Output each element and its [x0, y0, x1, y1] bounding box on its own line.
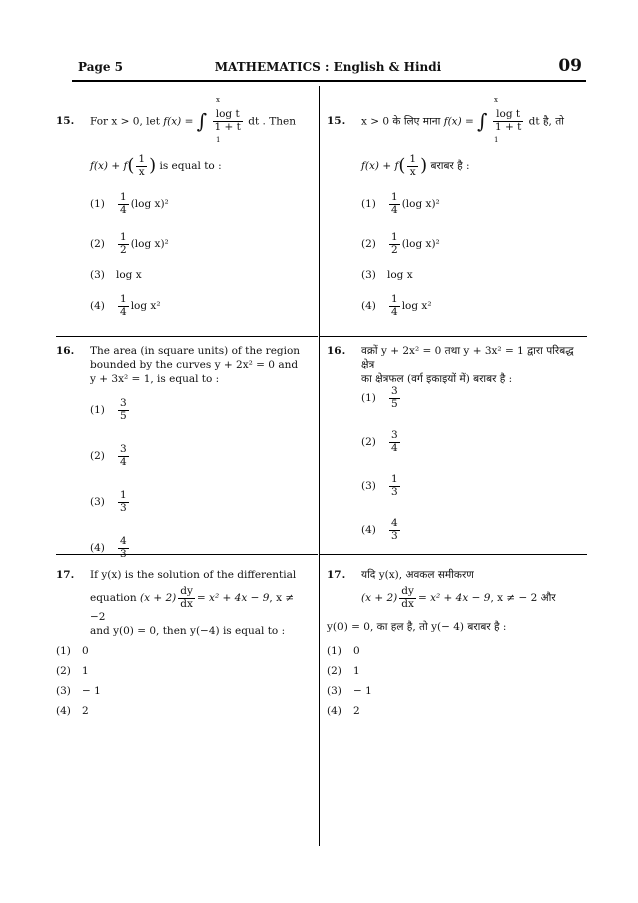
question-text-line: If y(x) is the solution of the differential — [90, 569, 297, 581]
differential-equation: equation (x + 2) $\frac{dy}{dx}$ = x² + 4x − 9, x ≠ −2 — [90, 585, 295, 624]
question-number: 17. — [327, 569, 346, 581]
integrand-fraction: $\frac{\text{log t}}{1 + t}$ — [214, 108, 241, 133]
integral-sign: ∫ — [196, 109, 208, 133]
integrand-dt: dt — [248, 115, 260, 128]
integral-lower-limit: 1 — [494, 136, 499, 144]
column-divider — [319, 86, 320, 846]
question-intro: For x > 0, let — [90, 115, 160, 128]
option-4[interactable]: (4) $\frac{1}{4}$ log x² — [90, 293, 161, 318]
option-3[interactable]: (3) log x — [361, 269, 413, 281]
question-number: 16. — [327, 345, 346, 357]
expression: f(x) + f — [90, 160, 128, 173]
question-number: 17. — [56, 569, 75, 581]
question-text-line: bounded by the curves y + 2x² = 0 and — [90, 359, 299, 372]
option-1[interactable]: (1) $\frac{1}{4}$ (log x)² — [90, 191, 169, 216]
integral-upper-limit: x — [494, 96, 498, 104]
expression: f(x) + f — [361, 160, 399, 173]
integral-lower-limit: 1 — [216, 136, 221, 144]
question-text-line: का क्षेत्रफल (वर्ग इकाइयों में) बराबर है : — [361, 373, 513, 386]
option-2[interactable]: (2) $\frac{1}{2}$ (log x)² — [361, 231, 440, 256]
option-1[interactable]: (1) $\frac{3}{5}$ — [361, 385, 398, 410]
question-then: है, तो — [542, 115, 564, 128]
option-3[interactable]: (3) − 1 — [327, 685, 372, 697]
page-header — [72, 58, 584, 80]
option-2[interactable]: (2) 1 — [56, 665, 89, 677]
question-text-line: The area (in square units) of the region — [90, 345, 301, 357]
english-column: 15. For x > 0, let f(x) = ∫ $\frac{\text{log t}}{1 + t}$ dt . Then x 1 f(x) + f( $\frac{1}{x}$ ) is equal to : (1) $\frac{1}{4}$ (log x)² (2) $\frac{1}{2}$ (log x)² (3) log x (4) $\frac{1}{4}$ log x² 16. The area (in square units) of the region bounded by the curves y + 2x² = 0 and y + 3x² = 1, is equal to : (1) $\frac{3}{5}$ (2) $\frac{3}{4}$ (3) $\frac{1}{3}$ (4) $\frac{4}{3}$ 17. If y(x) is the solution of the differential equation (x + 2) $\frac{dy}{dx}$ = x² + 4x − 9, x ≠ −2 and y(0) = 0, then y(−4) is equal to : (1) 0 (2) 1 (3) − 1 (4) 2 — [56, 96, 310, 736]
option-2[interactable]: (2) 1 — [327, 665, 360, 677]
option-2[interactable]: (2) $\frac{1}{2}$ (log x)² — [90, 231, 169, 256]
question-tail: is equal to : — [159, 160, 222, 173]
question-number: 16. — [56, 345, 75, 357]
question-separator — [319, 336, 587, 337]
option-2[interactable]: (2) $\frac{3}{4}$ — [361, 429, 398, 454]
question-separator — [319, 554, 587, 555]
question-then: . Then — [262, 115, 296, 128]
option-3[interactable]: (3) − 1 — [56, 685, 101, 697]
integral-upper-limit: x — [216, 96, 220, 104]
question-number: 15. — [56, 115, 75, 127]
page-number: Page 5 — [78, 60, 124, 74]
option-3[interactable]: (3) log x — [90, 269, 142, 281]
option-3[interactable]: (3) $\frac{1}{3}$ — [361, 473, 398, 498]
option-1[interactable]: (1) $\frac{1}{4}$ (log x)² — [361, 191, 440, 216]
option-1[interactable]: (1) 0 — [327, 645, 360, 657]
paper-code: 09 — [558, 56, 582, 76]
question-tail: बराबर है : — [430, 160, 470, 173]
option-4[interactable]: (4) 2 — [56, 705, 89, 717]
header-rule — [72, 80, 586, 82]
option-4[interactable]: (4) $\frac{1}{4}$ log x² — [361, 293, 432, 318]
inner-fraction: $\frac{1}{x}$ — [138, 153, 146, 178]
option-3[interactable]: (3) $\frac{1}{3}$ — [90, 489, 127, 514]
question-intro: x > 0 के लिए माना — [361, 115, 441, 128]
option-4[interactable]: (4) 2 — [327, 705, 360, 717]
paper-title: MATHEMATICS : English & Hindi — [214, 60, 442, 74]
integral-sign: ∫ — [477, 109, 488, 133]
question-text-line: यदि y(x), अवकल समीकरण — [361, 569, 474, 581]
question-separator — [56, 554, 318, 555]
question-separator — [56, 336, 318, 337]
option-2[interactable]: (2) $\frac{3}{4}$ — [90, 443, 127, 468]
differential-equation: (x + 2) $\frac{dy}{dx}$ = x² + 4x − 9, x ≠ − 2 और — [361, 585, 556, 610]
question-number: 15. — [327, 115, 346, 127]
function-def: f(x) = — [443, 115, 474, 128]
question-text-line: y + 3x² = 1, is equal to : — [90, 373, 220, 386]
option-4[interactable]: (4) $\frac{4}{3}$ — [90, 535, 127, 560]
function-def: f(x) = — [163, 115, 194, 128]
hindi-column: 15. x > 0 के लिए माना f(x) = ∫ $\frac{\text{log t}}{1 + t}$ dt है, तो x 1 f(x) + f( $\frac{1}{x}$ ) बराबर है : (1) $\frac{1}{4}$ (log x)² (2) $\frac{1}{2}$ (log x)² (3) log x (4) $\frac{1}{4}$ log x² 16. वक्रों y + 2x² = 0 तथा y + 3x² = 1 द्वारा परिबद्ध क्षेत्र का क्षेत्रफल (वर्ग इकाइयों में) बराबर है : (1) $\frac{3}{5}$ (2) $\frac{3}{4}$ (3) $\frac{1}{3}$ (4) $\frac{4}{3}$ 17. यदि y(x), अवकल समीकरण (x + 2) $\frac{dy}{dx}$ = x² + 4x − 9, x ≠ − 2 और y(0) = 0, का हल है, तो y(− 4) बराबर है : (1) 0 (2) 1 (3) − 1 (4) 2 — [327, 96, 587, 736]
option-4[interactable]: (4) $\frac{4}{3}$ — [361, 517, 398, 542]
option-1[interactable]: (1) 0 — [56, 645, 89, 657]
option-1[interactable]: (1) $\frac{3}{5}$ — [90, 397, 127, 422]
question-text-line: वक्रों y + 2x² = 0 तथा y + 3x² = 1 द्वारा परिबद्ध क्षेत्र — [361, 345, 574, 372]
question-text-line: y(0) = 0, का हल है, तो y(− 4) बराबर है : — [327, 621, 507, 633]
integrand-fraction: $\frac{\text{log t}}{1 + t}$ — [494, 108, 522, 133]
question-text-line: and y(0) = 0, then y(−4) is equal to : — [90, 625, 286, 638]
